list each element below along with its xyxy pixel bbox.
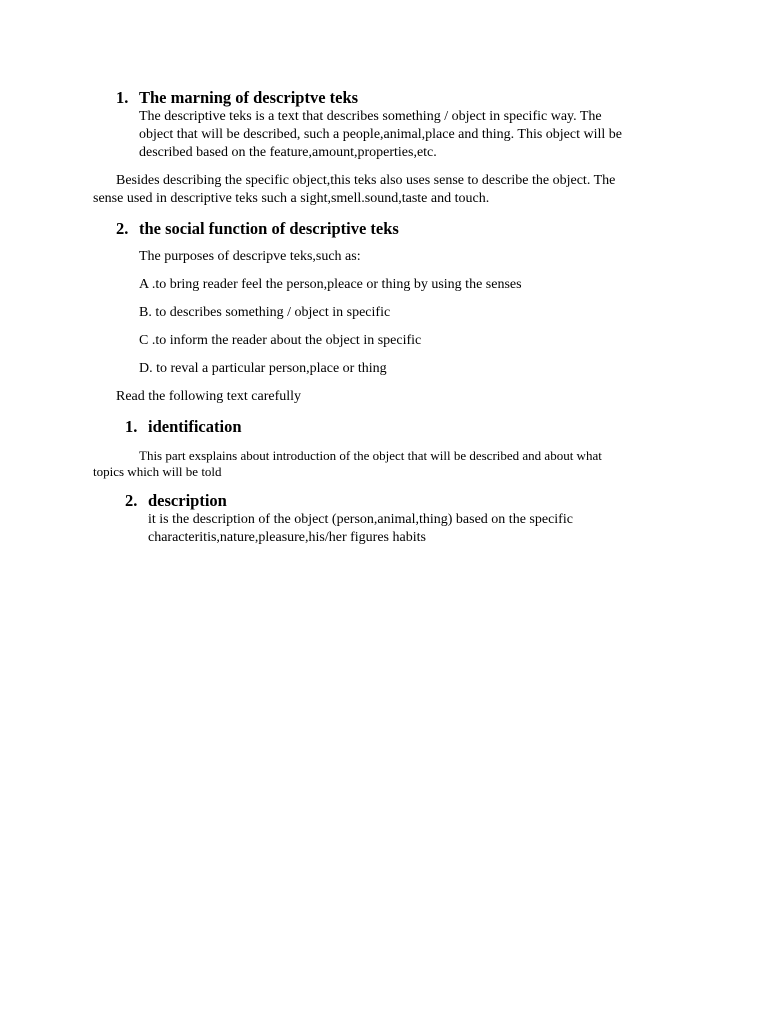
section-1-body-line: object that will be described, such a people,animal,place and thing. This object will be	[139, 127, 622, 142]
purposes-intro: The purposes of descripve teks,such as:	[139, 249, 361, 264]
identification-body-line: This part exsplains about introduction of the object that will be described and about what	[139, 448, 602, 463]
description-body-line: characteritis,nature,pleasure,his/her figures habits	[148, 530, 426, 545]
besides-paragraph-line: Besides describing the specific object,this teks also uses sense to describe the object. The	[116, 173, 616, 188]
description-number: 2.	[125, 491, 138, 510]
purpose-item: B. to describes something / object in specific	[139, 305, 391, 320]
identification-heading	[125, 417, 242, 437]
purpose-item: A .to bring reader feel the person,pleace or thing by using the senses	[139, 277, 522, 292]
section-1-title: The marning of descriptve teks	[139, 88, 359, 107]
besides-paragraph-line: sense used in descriptive teks such a sight,smell.sound,taste and touch.	[93, 191, 490, 206]
section-2-title: the social function of descriptive teks	[139, 219, 399, 238]
read-instruction: Read the following text carefully	[116, 389, 302, 404]
section-1-body-line: The descriptive teks is a text that describes something / object in specific way. The	[139, 109, 602, 124]
description-body-line: it is the description of the object (person,animal,thing) based on the specific	[148, 512, 573, 527]
section-1-heading	[116, 88, 358, 108]
section-1-body-line: described based on the feature,amount,properties,etc.	[139, 145, 437, 160]
identification-title: identification	[148, 417, 242, 436]
section-2-number: 2.	[116, 219, 129, 238]
description-title: description	[148, 491, 227, 510]
identification-number: 1.	[125, 417, 138, 436]
description-heading	[125, 491, 227, 511]
identification-body-line: topics which will be told	[93, 464, 222, 479]
section-2-heading	[116, 219, 399, 239]
purpose-item: C .to inform the reader about the object in specific	[139, 333, 422, 348]
purpose-item: D. to reval a particular person,place or thing	[139, 361, 387, 376]
section-1-number: 1.	[116, 88, 129, 107]
